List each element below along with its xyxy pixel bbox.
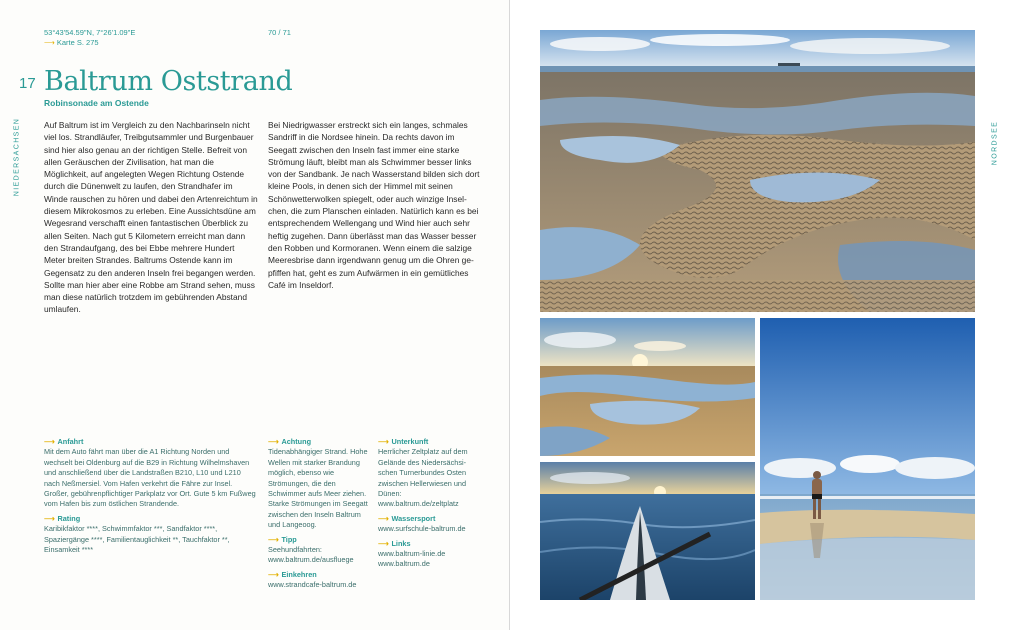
swimmer-on-sandbar-image bbox=[760, 318, 975, 600]
info-text-rating: Karibikfaktor ****, Schwimmfaktor ***, Sandfaktor ****, Spaziergänge ****, Familientauglichkeit **, Tauchfaktor **, Einsamkeit **** bbox=[44, 524, 230, 555]
info-link-baltrum[interactable]: www.baltrum.de bbox=[378, 559, 430, 569]
arrow-right-icon: ⟶ bbox=[268, 534, 279, 544]
sea-side-label bbox=[988, 118, 1002, 168]
arrow-right-icon: ⟶ bbox=[378, 437, 389, 446]
photo-tidal-flats bbox=[540, 30, 975, 312]
arrow-right-icon: ⟶ bbox=[268, 437, 279, 446]
info-text-anfahrt: Mit dem Auto fährt man über die A1 Richtung Norden und wechselt bei Oldenburg auf die B29 in Richtung Wilhelmshaven und anschließend über die Landstraßen B210, L10 und L210 nach Neßmersiel. Vom Hafen verkehrt die Fähre zur Insel. Großer, gebührenpflichtiger Parkplatz vor Ort. Gute 5 km Fußweg vom Hafen bis zum östlichen Strandende. bbox=[44, 447, 256, 509]
info-column-3 bbox=[378, 437, 478, 574]
arrow-right-icon: ⟶ bbox=[44, 513, 55, 523]
chapter-subtitle: Robinsonade am Ostende bbox=[44, 98, 149, 108]
map-reference[interactable] bbox=[44, 38, 135, 48]
info-heading-achtung: ⟶ Achtung bbox=[268, 437, 312, 446]
info-text-achtung: Tidenabhängiger Strand. Hohe Wellen mit starker Brandung möglich, ebenso wie Strömungen, die den Schwimmer aufs Meer ziehen. Starke Strömungen im Seegatt zwischen den Inseln Baltrum und Langeoog. bbox=[268, 447, 368, 530]
info-heading-rating: ⟶ Rating bbox=[44, 513, 81, 523]
photo-sunset-pool bbox=[540, 318, 755, 456]
info-heading-unterkunft: ⟶ Unterkunft bbox=[378, 437, 429, 446]
body-text-column-1: Auf Baltrum ist im Vergleich zu den Nachbarinseln nicht viel los. Strandläufer, Treibgutsammler und Burgenbauer sind hier also genau an der richtigen Stelle. Befreit von allen Geräuschen der Zivilisation, hat man die Möglichkeit, auf angelegten Wegen Richtung Ostende durch die Dünenwelt zu laufen, den Strandhafer im Winde rauschen zu hören und dabei den Artenreichtum in diesem Mikrokosmos zu erleben. Eine Aussichtsdüne am Wegesrand verschafft einen fantastischen Überblick zu allen Seiten. Nach gut 5 Kilometern erreicht man dann den Strandaufgang, des bei Ebbe mehrere Hundert Meter breiten Strandes. Baltrums Ostende kann im Gegensatz zu den anderen Inseln frei begangen werden. Sollte man hier aber eine Robbe am Strand sehen, muss man diese natürlich trotzdem im gebührenden Abstand umlaufen. bbox=[44, 120, 258, 315]
gps-coordinates: 53°43'54.59"N, 7°26'1.09"E bbox=[44, 28, 136, 37]
sunset-pool-image bbox=[540, 318, 755, 456]
body-text-column-2: Bei Niedrigwasser erstreckt sich ein langes, schmales Sandriff in die Nordsee hinein. Da rechts davon im Seegatt zwischen den Inseln fast immer eine starke Strömung läuft, bleibt man als Schwimmer besser links von der Sandbank. Je nach Wasserstand bilden sich dort kleine Pools, in denen sich der Himmel mit seinen Schönwetterwolken spiegelt, oder auch winzige Inselchen, die zum Planschen einladen. Natürlich kann es bei entsprechendem Wellengang und Wind hier auch sehr heftig zugehen. Dann überlässt man das Wasser besser den Robben und Kormoranen. Wenn einem die salzige Meeresbrise dann irgendwann genug um die Ohren gepfiffen hat, geht es zum Aufwärmen in ein gemütliches Café im Inseldorf. bbox=[268, 120, 480, 290]
info-heading-tipp: ⟶ Tipp bbox=[268, 534, 297, 544]
photo-kayak bbox=[540, 462, 755, 600]
info-heading-wassersport: ⟶ Wassersport bbox=[378, 513, 436, 523]
region-side-label bbox=[10, 117, 24, 197]
arrow-right-icon: ⟶ bbox=[44, 437, 55, 446]
arrow-right-icon: ⟶ bbox=[268, 569, 279, 579]
page-numbers: 70 / 71 bbox=[268, 28, 291, 37]
chapter-title: Baltrum Oststrand bbox=[44, 66, 293, 97]
kayak-image bbox=[540, 462, 755, 600]
map-reference-label: Karte S. 275 bbox=[56, 38, 99, 47]
info-link-wassersport[interactable]: www.surfschule-baltrum.de bbox=[378, 524, 466, 534]
sea-side-text: NORDSEE bbox=[991, 120, 999, 166]
arrow-right-icon: ⟶ bbox=[44, 38, 55, 47]
info-column-2 bbox=[268, 437, 368, 595]
arrow-right-icon: ⟶ bbox=[378, 538, 389, 548]
info-link-tipp[interactable]: Seehundfahrten: www.baltrum.de/ausfluege bbox=[268, 545, 354, 565]
photo-swimmer-on-sandbar bbox=[760, 318, 975, 600]
info-heading-einkehren: ⟶ Einkehren bbox=[268, 569, 317, 579]
info-heading-links: ⟶ Links bbox=[378, 538, 411, 548]
info-heading-anfahrt: ⟶ Anfahrt bbox=[44, 437, 84, 446]
page-gutter bbox=[509, 0, 510, 630]
tidal-flats-image bbox=[540, 30, 975, 312]
info-link-einkehren[interactable]: www.strandcafe-baltrum.de bbox=[268, 580, 357, 590]
info-text-unterkunft: Herrlicher Zeltplatz auf dem Gelände des Niedersächsischen Turnerbundes Osten zwischen Hellerwiesen und Dünen: www.baltrum.de/zeltplatz bbox=[378, 447, 468, 509]
info-column-1 bbox=[44, 437, 256, 559]
region-side-text: NIEDERSACHSEN bbox=[13, 117, 21, 197]
location-header bbox=[44, 28, 135, 48]
arrow-right-icon: ⟶ bbox=[378, 513, 389, 523]
chapter-number: 17 bbox=[19, 75, 36, 92]
info-link-baltrum-linie[interactable]: www.baltrum-linie.de bbox=[378, 549, 446, 559]
